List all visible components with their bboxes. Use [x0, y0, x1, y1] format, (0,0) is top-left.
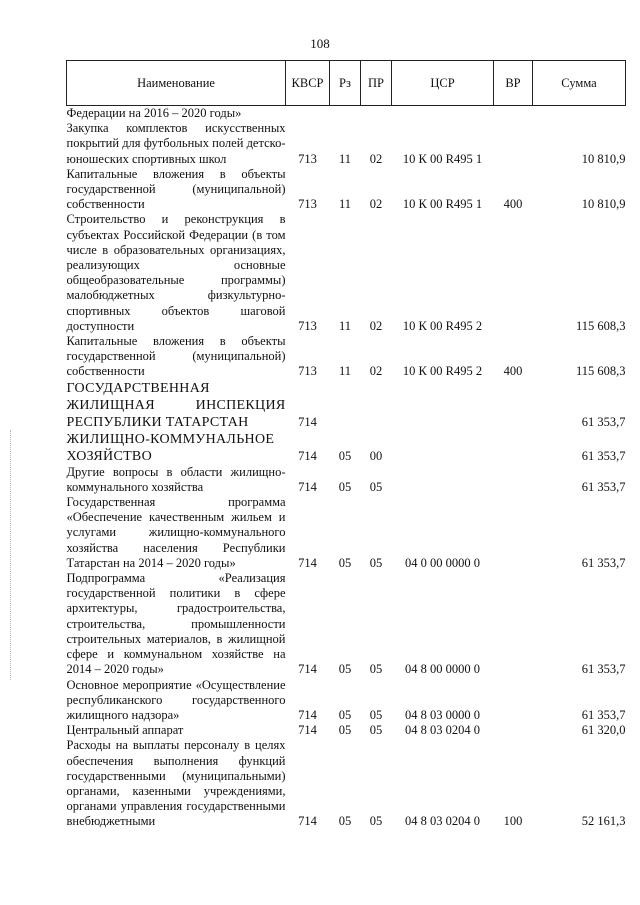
cell-name: Расходы на выплаты персоналу в целях обеспечения выполнения функций государственными (муниципальными) органами, казенными учреждениями, органами управления государственными внебюджетными: [66, 738, 286, 829]
cell-rz: 05: [338, 479, 352, 494]
table-row: [67, 380, 626, 431]
cell-name: Другие вопросы в области жилищно-коммунального хозяйства: [66, 464, 286, 494]
cell-name: Государственная программа «Обеспечение качественным жильем и услугами жилищно-коммунального хозяйства населения Республики Татарстан на 2014 – 2020 годы»: [66, 495, 286, 570]
cell-sum: 10 810,9: [581, 151, 626, 166]
table-row: [67, 738, 626, 829]
cell-vr: 400: [503, 197, 523, 212]
cell-pr: 05: [369, 555, 383, 570]
cell-sum: 61 353,7: [581, 479, 626, 494]
cell-sum: 10 810,9: [581, 197, 626, 212]
cell-vr: [494, 121, 533, 167]
header-name: Наименование: [67, 61, 286, 106]
cell-rz: 11: [338, 318, 352, 333]
cell-name: ГОСУДАРСТВЕННАЯ ЖИЛИЩНАЯ ИНСПЕКЦИЯ РЕСПУБЛИКИ ТАТАРСТАН: [66, 380, 286, 430]
cell-kvsr: [286, 106, 330, 122]
cell-rz: 05: [338, 555, 352, 570]
scan-margin-dots: [10, 430, 13, 680]
cell-rz: 05: [338, 814, 352, 829]
cell-name: Центральный аппарат: [66, 723, 184, 738]
cell-sum: 115 608,3: [575, 318, 626, 333]
cell-csr: 04 8 03 0204 0: [405, 723, 480, 738]
cell-rz: 11: [338, 151, 352, 166]
cell-csr: [392, 431, 494, 465]
cell-vr: 400: [503, 364, 523, 379]
cell-csr: 10 К 00 R495 1: [402, 197, 483, 212]
cell-vr: [494, 380, 533, 431]
cell-sum: 61 353,7: [581, 707, 626, 722]
cell-rz: [330, 380, 361, 431]
cell-pr: 05: [369, 723, 383, 738]
cell-sum: 61 353,7: [581, 449, 626, 464]
cell-name: ЖИЛИЩНО-КОММУНАЛЬНОЕ ХОЗЯЙСТВО: [66, 431, 275, 464]
cell-kvsr: 713: [298, 364, 317, 379]
cell-name: Капитальные вложения в объекты государственной (муниципальной) собственности: [66, 334, 286, 379]
cell-sum: 61 353,7: [581, 662, 626, 677]
cell-sum: 52 161,3: [581, 814, 626, 829]
cell-rz: 05: [338, 723, 352, 738]
table-row: [67, 723, 626, 738]
cell-csr: 04 8 03 0204 0: [405, 814, 480, 829]
cell-rz: [330, 106, 361, 122]
table-row: [67, 495, 626, 571]
cell-rz: 11: [338, 364, 352, 379]
cell-kvsr: 714: [298, 814, 317, 829]
cell-sum: 115 608,3: [575, 364, 626, 379]
header-sum: Сумма: [533, 61, 626, 106]
cell-pr: 05: [369, 479, 383, 494]
cell-vr: [494, 106, 533, 122]
table-row: [67, 465, 626, 495]
budget-table: [66, 60, 626, 830]
cell-vr: [494, 431, 533, 465]
cell-vr: [494, 723, 533, 738]
cell-csr: [392, 380, 494, 431]
cell-pr: 05: [369, 662, 383, 677]
cell-sum: 61 353,7: [581, 555, 626, 570]
cell-rz: 05: [338, 662, 352, 677]
cell-sum: 61 320,0: [581, 723, 626, 738]
cell-sum: [533, 106, 626, 122]
cell-name: Подпрограмма «Реализация государственной политики в сфере архитектуры, градостроительства, строительства, промышленности строительных материалов, в жилищной сфере и коммунальном хозяйстве на 2014 – 2020 годы»: [66, 571, 286, 677]
cell-csr: [392, 106, 494, 122]
cell-kvsr: 714: [298, 723, 317, 738]
table-row: [67, 431, 626, 465]
cell-pr: 05: [369, 814, 383, 829]
cell-name: Федерации на 2016 – 2020 годы»: [66, 106, 242, 120]
cell-pr: 02: [369, 197, 383, 212]
table-row: [67, 334, 626, 380]
header-vr: ВР: [494, 61, 533, 106]
cell-pr: 00: [369, 449, 383, 464]
cell-rz: 05: [338, 449, 352, 464]
cell-kvsr: 714: [298, 449, 317, 464]
cell-pr: [361, 106, 392, 122]
cell-pr: 02: [369, 318, 383, 333]
cell-kvsr: 714: [298, 707, 317, 722]
table-row: [67, 571, 626, 677]
cell-vr: [494, 212, 533, 334]
cell-csr: 04 0 00 0000 0: [405, 555, 480, 570]
table-header-row: [67, 61, 626, 106]
cell-pr: 05: [369, 707, 383, 722]
cell-name: Строительство и реконструкция в субъектах Российской Федерации (в том числе в образовательных организациях, реализующих основные общеобразовательные программы) малобюджетных физкультурно-спортивных объектов шаговой доступности: [66, 212, 286, 333]
cell-kvsr: 713: [298, 197, 317, 212]
cell-name: Закупка комплектов искусственных покрытий для футбольных полей детско-юношеских спортивных школ: [66, 121, 286, 166]
header-pr: ПР: [361, 61, 392, 106]
cell-vr: [494, 678, 533, 724]
table-row: [67, 121, 626, 167]
cell-kvsr: 714: [298, 415, 317, 430]
cell-pr: [361, 380, 392, 431]
cell-kvsr: 714: [298, 479, 317, 494]
cell-rz: 05: [338, 707, 352, 722]
table-row: [67, 678, 626, 724]
cell-kvsr: 713: [298, 151, 317, 166]
table-row: [67, 212, 626, 334]
cell-sum: 61 353,7: [581, 415, 626, 430]
cell-vr: [494, 495, 533, 571]
cell-csr: 10 К 00 R495 2: [402, 364, 483, 379]
table-row: [67, 106, 626, 122]
cell-csr: 04 8 03 0000 0: [405, 707, 480, 722]
cell-kvsr: 714: [298, 662, 317, 677]
cell-csr: [392, 465, 494, 495]
cell-kvsr: 713: [298, 318, 317, 333]
cell-csr: 10 К 00 R495 1: [402, 151, 483, 166]
cell-name: Капитальные вложения в объекты государственной (муниципальной) собственности: [66, 166, 286, 212]
cell-csr: 04 8 00 0000 0: [405, 662, 480, 677]
cell-kvsr: 714: [298, 555, 317, 570]
page-number: 108: [310, 36, 330, 51]
cell-pr: 02: [369, 364, 383, 379]
cell-csr: 10 К 00 R495 2: [402, 318, 483, 333]
cell-pr: 02: [369, 151, 383, 166]
header-kvsr: КВСР: [286, 61, 330, 106]
table-row: [67, 167, 626, 213]
cell-vr: [494, 465, 533, 495]
cell-rz: 11: [338, 197, 352, 212]
cell-vr: 100: [503, 814, 523, 829]
header-csr: ЦСР: [392, 61, 494, 106]
header-rz: Рз: [330, 61, 361, 106]
cell-name: Основное мероприятие «Осуществление республиканского государственного жилищного надзора»: [66, 677, 286, 722]
cell-vr: [494, 571, 533, 677]
